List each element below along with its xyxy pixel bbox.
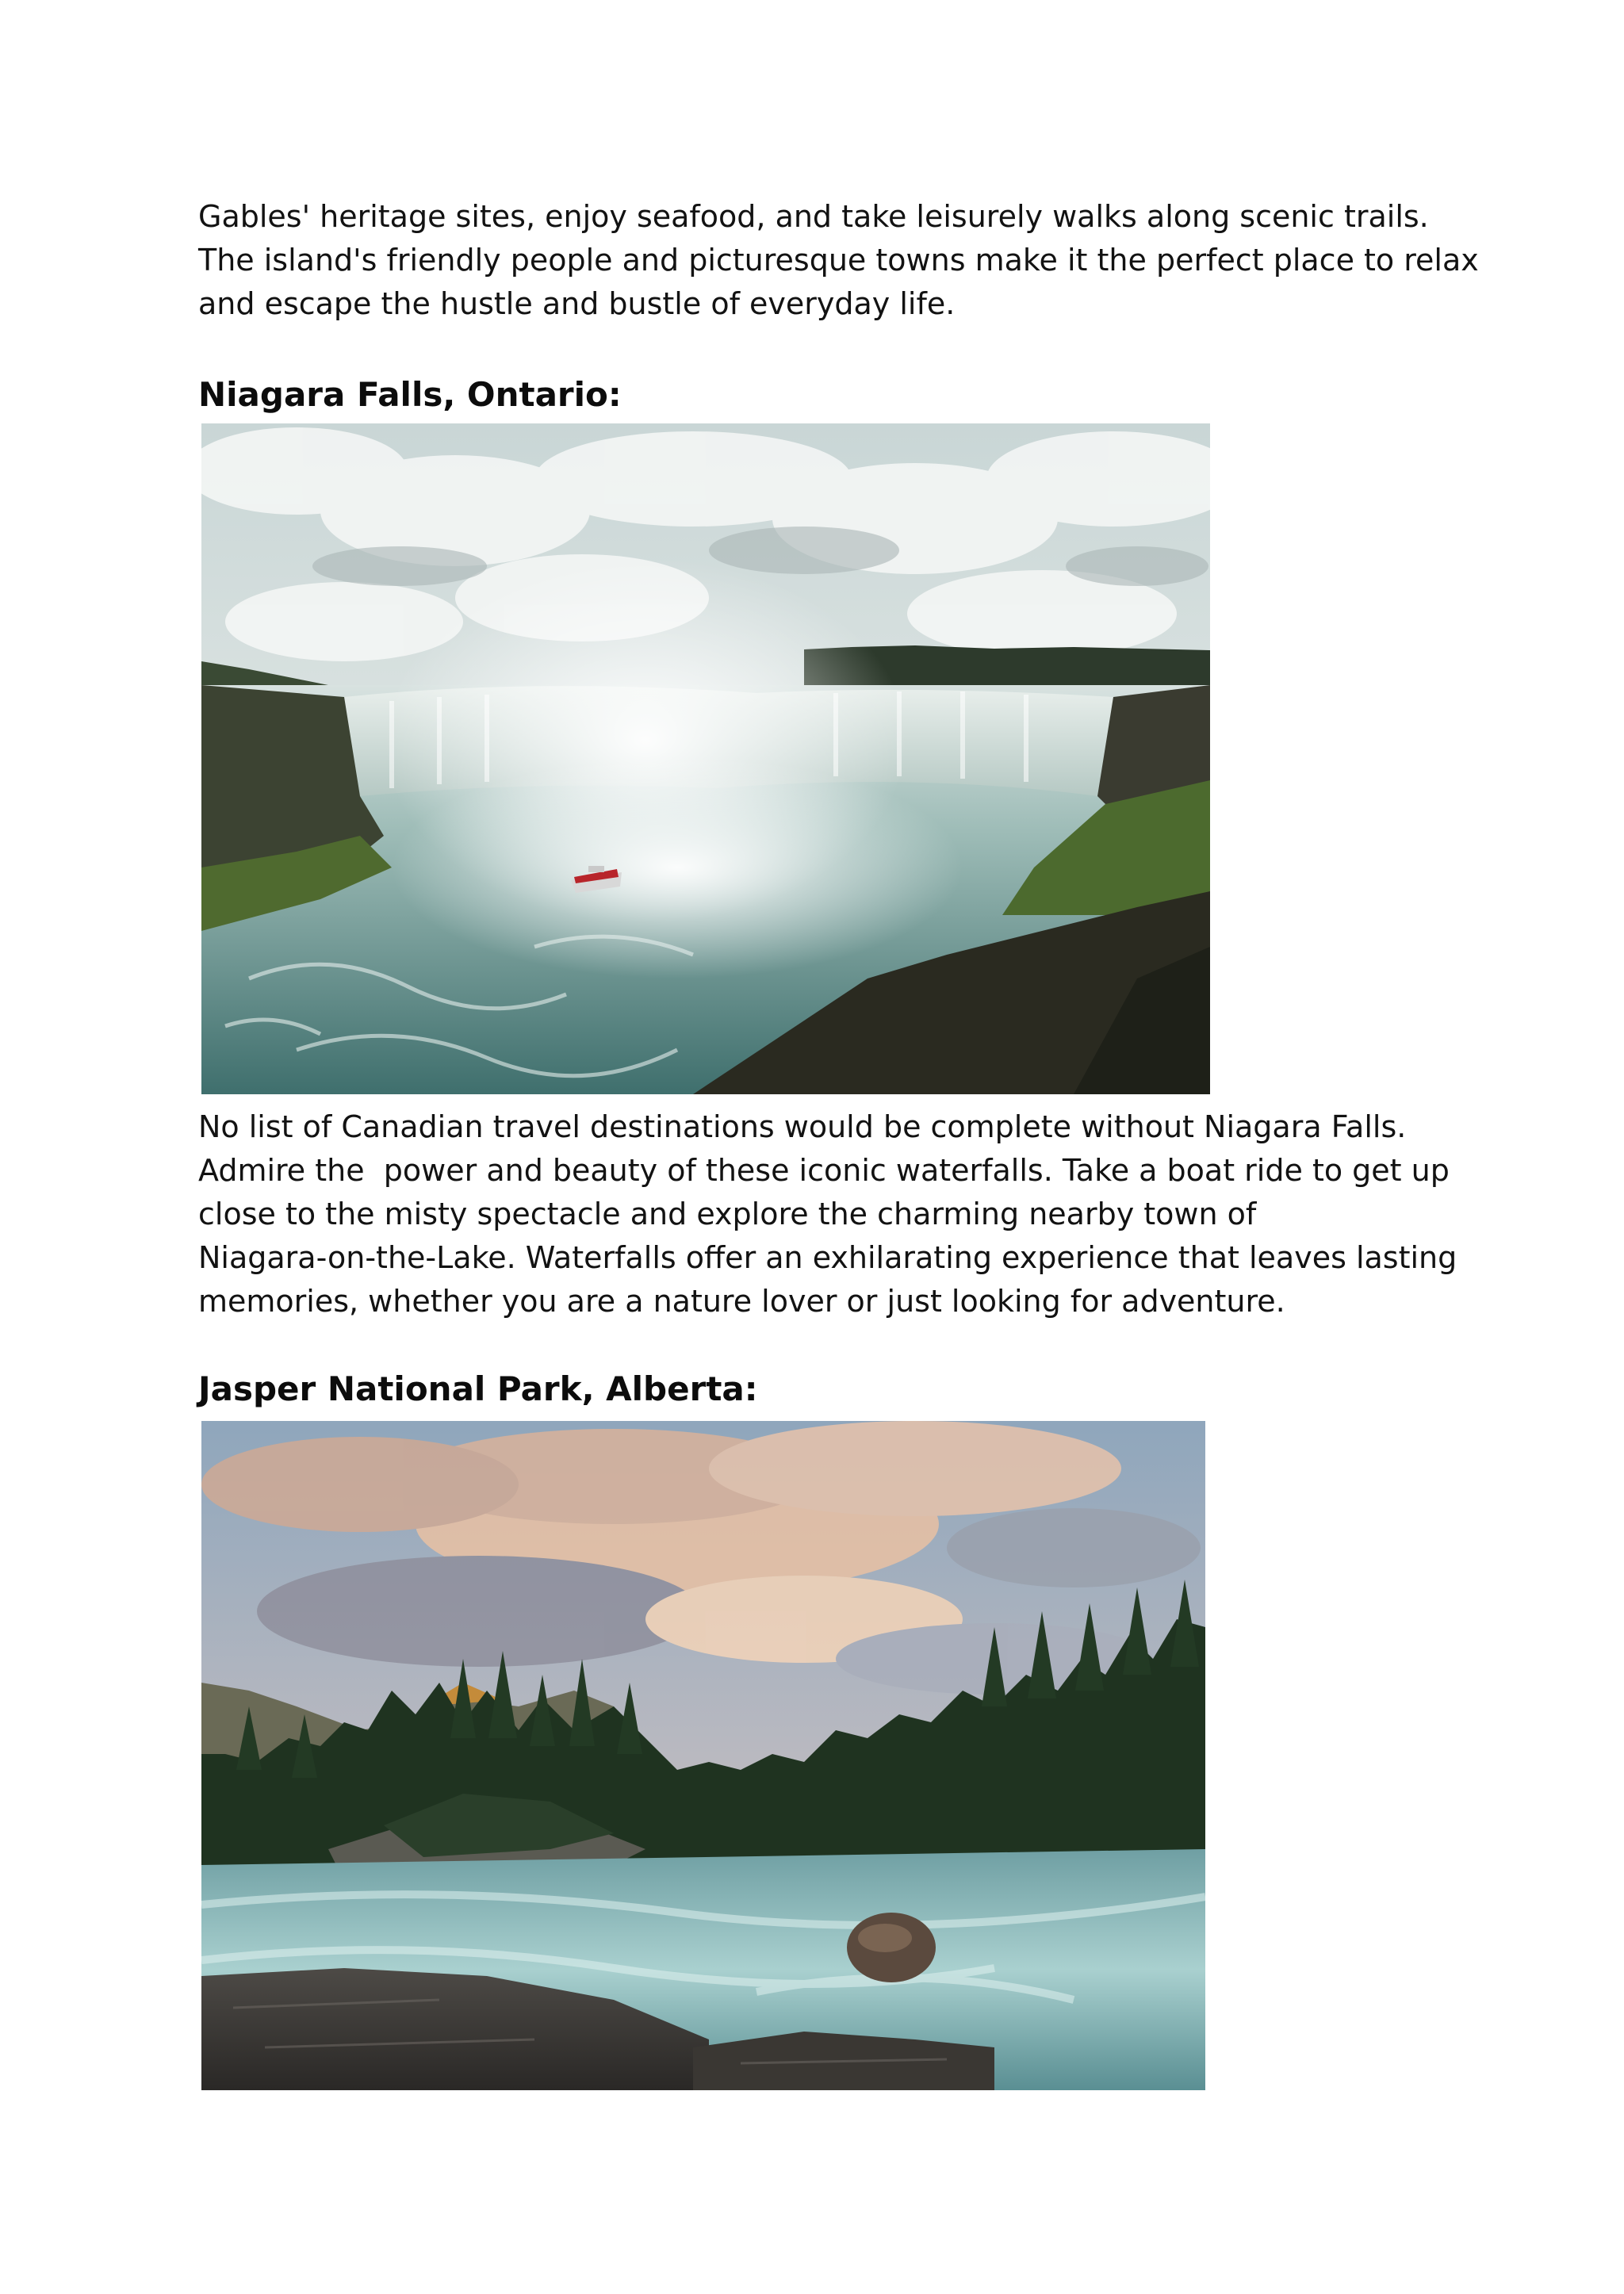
paragraph-line: memories, whether you are a nature lover or just looking for adventure. [198, 1284, 1285, 1319]
jasper-heading: Jasper National Park, Alberta: [198, 1369, 758, 1408]
niagara-paragraph [198, 1105, 1483, 1323]
paragraph-line: Gables' heritage sites, enjoy seafood, and take leisurely walks along scenic trails. [198, 199, 1429, 234]
intro-paragraph [198, 195, 1483, 326]
paragraph-line: No list of Canadian travel destinations would be complete without Niagara Falls. [198, 1109, 1407, 1144]
paragraph-line: The island's friendly people and picturesque towns make it the perfect place to relax [198, 243, 1479, 278]
niagara-heading: Niagara Falls, Ontario: [198, 375, 622, 414]
niagara-falls-photo [201, 423, 1210, 1094]
paragraph-line: and escape the hustle and bustle of everyday life. [198, 286, 956, 321]
paragraph-line: close to the misty spectacle and explore the charming nearby town of [198, 1197, 1257, 1231]
paragraph-line: Admire the power and beauty of these iconic waterfalls. Take a boat ride to get up [198, 1153, 1450, 1188]
paragraph-line: Niagara-on-the-Lake. Waterfalls offer an exhilarating experience that leaves lasting [198, 1240, 1457, 1275]
jasper-national-park-photo [201, 1421, 1205, 2090]
